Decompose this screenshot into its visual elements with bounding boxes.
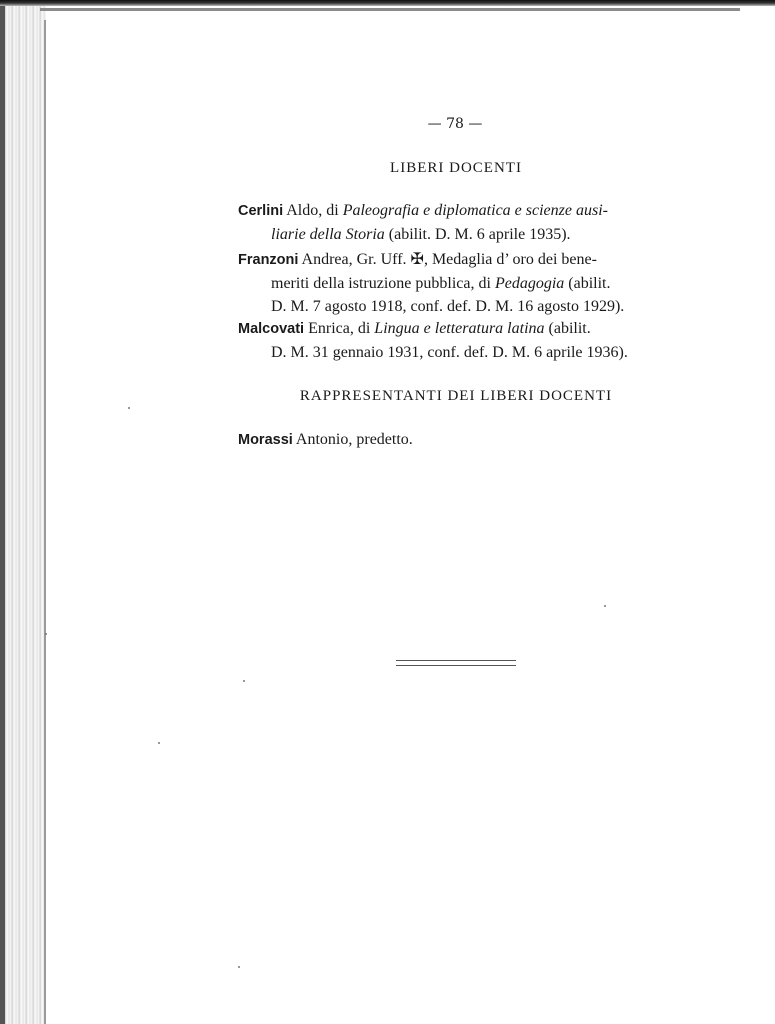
entry-subject: Paleografia e diplomatica e scienze ausi- <box>342 202 608 219</box>
end-separator-rule <box>396 660 516 666</box>
paper-speck <box>45 633 47 635</box>
entry-malcovati <box>238 317 674 364</box>
entry-name: Morassi <box>238 432 293 448</box>
entry-text-cont: (abilit. D. M. 6 aprile 1935). <box>384 226 571 243</box>
section-heading-liberi-docenti: LIBERI DOCENTI <box>390 160 522 176</box>
top-rule-line <box>40 8 740 11</box>
entry-name: Cerlini <box>238 203 284 219</box>
paper-speck <box>604 605 606 607</box>
binding-shadow <box>0 0 5 1024</box>
entry-text-2: (abilit. <box>544 320 591 337</box>
entry-text-cont: meriti della istruzione pubblica, di <box>271 275 495 292</box>
entry-text: Enrica, di <box>304 320 375 337</box>
binding-fold-line <box>44 20 46 1024</box>
entry-continuation-2: D. M. 7 agosto 1918, conf. def. D. M. 16 agosto 1929). <box>271 298 625 315</box>
entry-name: Malcovati <box>238 321 305 337</box>
entry-text: Antonio, predetto. <box>292 431 413 448</box>
entry-text: Andrea, Gr. Uff. ✠, Medaglia d’ oro dei bene- <box>298 251 597 268</box>
paper-speck <box>243 680 245 682</box>
entry-subject: Pedagogia <box>494 275 565 292</box>
section-heading-rappresentanti: RAPPRESENTANTI DEI LIBERI DOCENTI <box>299 388 613 404</box>
entry-subject: Lingua e letteratura latina <box>374 320 545 337</box>
paper-speck <box>158 742 160 744</box>
entry-text: Aldo, di <box>283 202 343 219</box>
page-binding-edge <box>0 0 46 1024</box>
paper-speck <box>238 966 240 968</box>
entry-cerlini <box>238 199 674 246</box>
entry-continuation <box>238 223 674 246</box>
entry-subject-cont: liarie della Storia <box>271 226 385 243</box>
entry-continuation <box>238 272 674 295</box>
entry-morassi <box>238 428 674 452</box>
page-number: — 78 — <box>427 116 483 132</box>
entry-franzoni <box>238 248 674 318</box>
top-scan-edge <box>0 0 775 6</box>
entry-text-cont2: (abilit. <box>564 275 611 292</box>
paper-speck <box>128 407 130 409</box>
entry-name: Franzoni <box>238 252 299 268</box>
entry-continuation: D. M. 31 gennaio 1931, conf. def. D. M. 6 aprile 1936). <box>271 344 628 361</box>
